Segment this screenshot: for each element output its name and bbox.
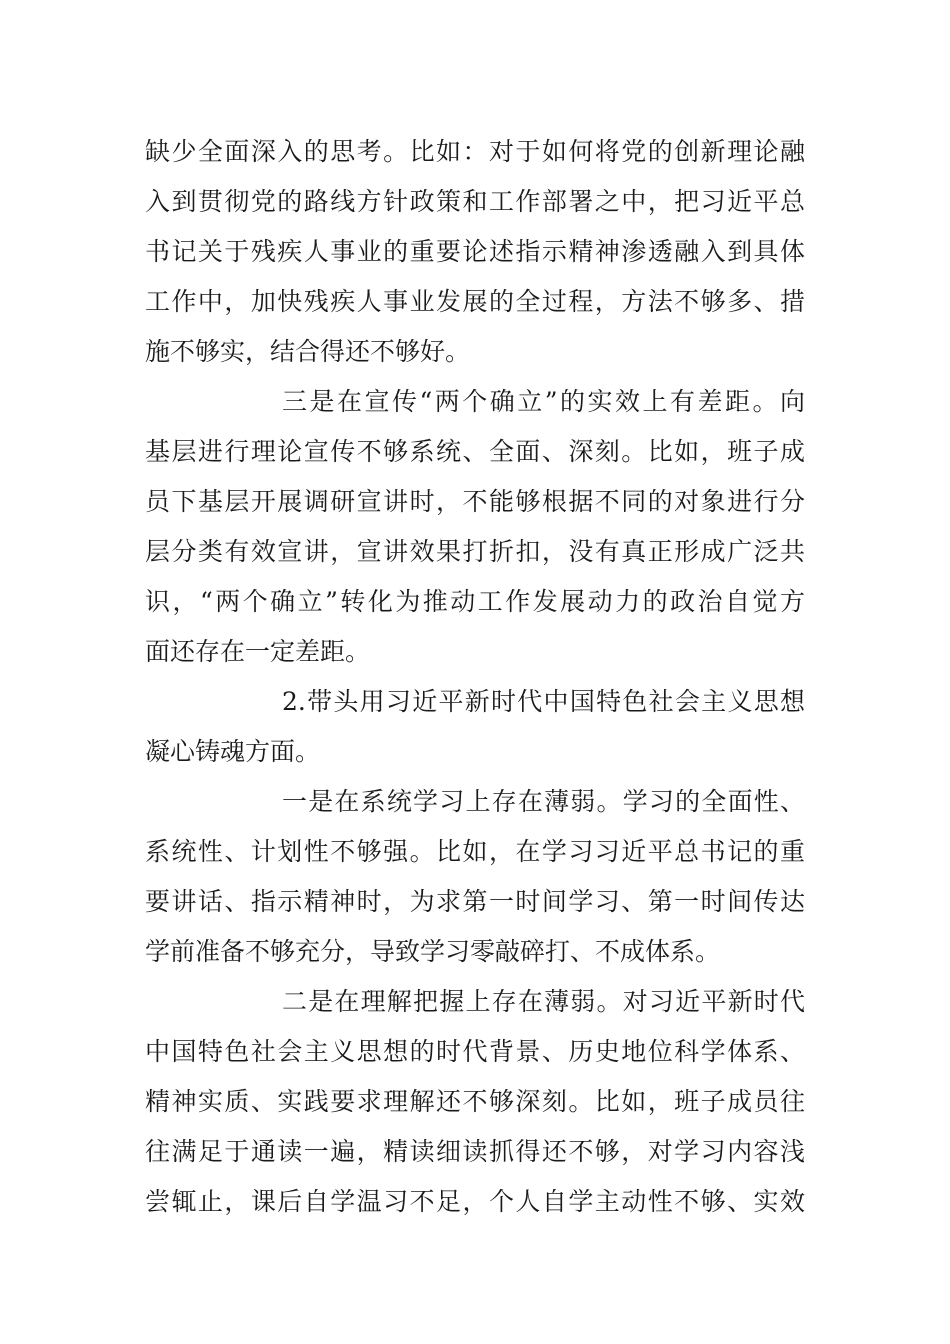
text-line: 面还存在一定差距。	[145, 637, 371, 666]
section-heading-line: 凝心铸魂方面。	[145, 737, 321, 766]
text-line: 要讲话、指示精神时，为求第一时间学习、第一时间传达	[145, 887, 805, 916]
text-line: 识，“两个确立”转化为推动工作发展动力的政治自觉方	[145, 587, 805, 616]
text-line: 书记关于残疾人事业的重要论述指示精神渗透融入到具体	[145, 237, 805, 266]
text-line: 工作中，加快残疾人事业发展的全过程，方法不够多、措	[145, 287, 805, 316]
text-line: 往满足于通读一遍，精读细读抓得还不够，对学习内容浅	[145, 1137, 805, 1166]
paragraph-start-line: 一是在系统学习上存在薄弱。学习的全面性、	[282, 787, 805, 816]
text-line: 系统性、计划性不够强。比如，在学习习近平总书记的重	[145, 837, 805, 866]
paragraph-start-line: 二是在理解把握上存在薄弱。对习近平新时代	[282, 987, 805, 1016]
text-line: 尝辄止，课后自学温习不足，个人自学主动性不够、实效	[145, 1187, 805, 1216]
paragraph-start-line: 三是在宣传“两个确立”的实效上有差距。向	[282, 387, 805, 416]
text-line: 入到贯彻党的路线方针政策和工作部署之中，把习近平总	[145, 187, 805, 216]
text-line: 员下基层开展调研宣讲时，不能够根据不同的对象进行分	[145, 487, 805, 516]
text-line: 缺少全面深入的思考。比如：对于如何将党的创新理论融	[145, 137, 805, 166]
text-line: 精神实质、实践要求理解还不够深刻。比如，班子成员往	[145, 1087, 805, 1116]
text-line: 中国特色社会主义思想的时代背景、历史地位科学体系、	[145, 1037, 805, 1066]
text-line: 施不够实，结合得还不够好。	[145, 337, 471, 366]
text-line: 层分类有效宣讲，宣讲效果打折扣，没有真正形成广泛共	[145, 537, 805, 566]
text-line: 基层进行理论宣传不够系统、全面、深刻。比如，班子成	[145, 437, 805, 466]
text-line: 学前准备不够充分，导致学习零敲碎打、不成体系。	[145, 937, 721, 966]
section-heading-line: 2.带头用习近平新时代中国特色社会主义思想	[282, 687, 805, 716]
